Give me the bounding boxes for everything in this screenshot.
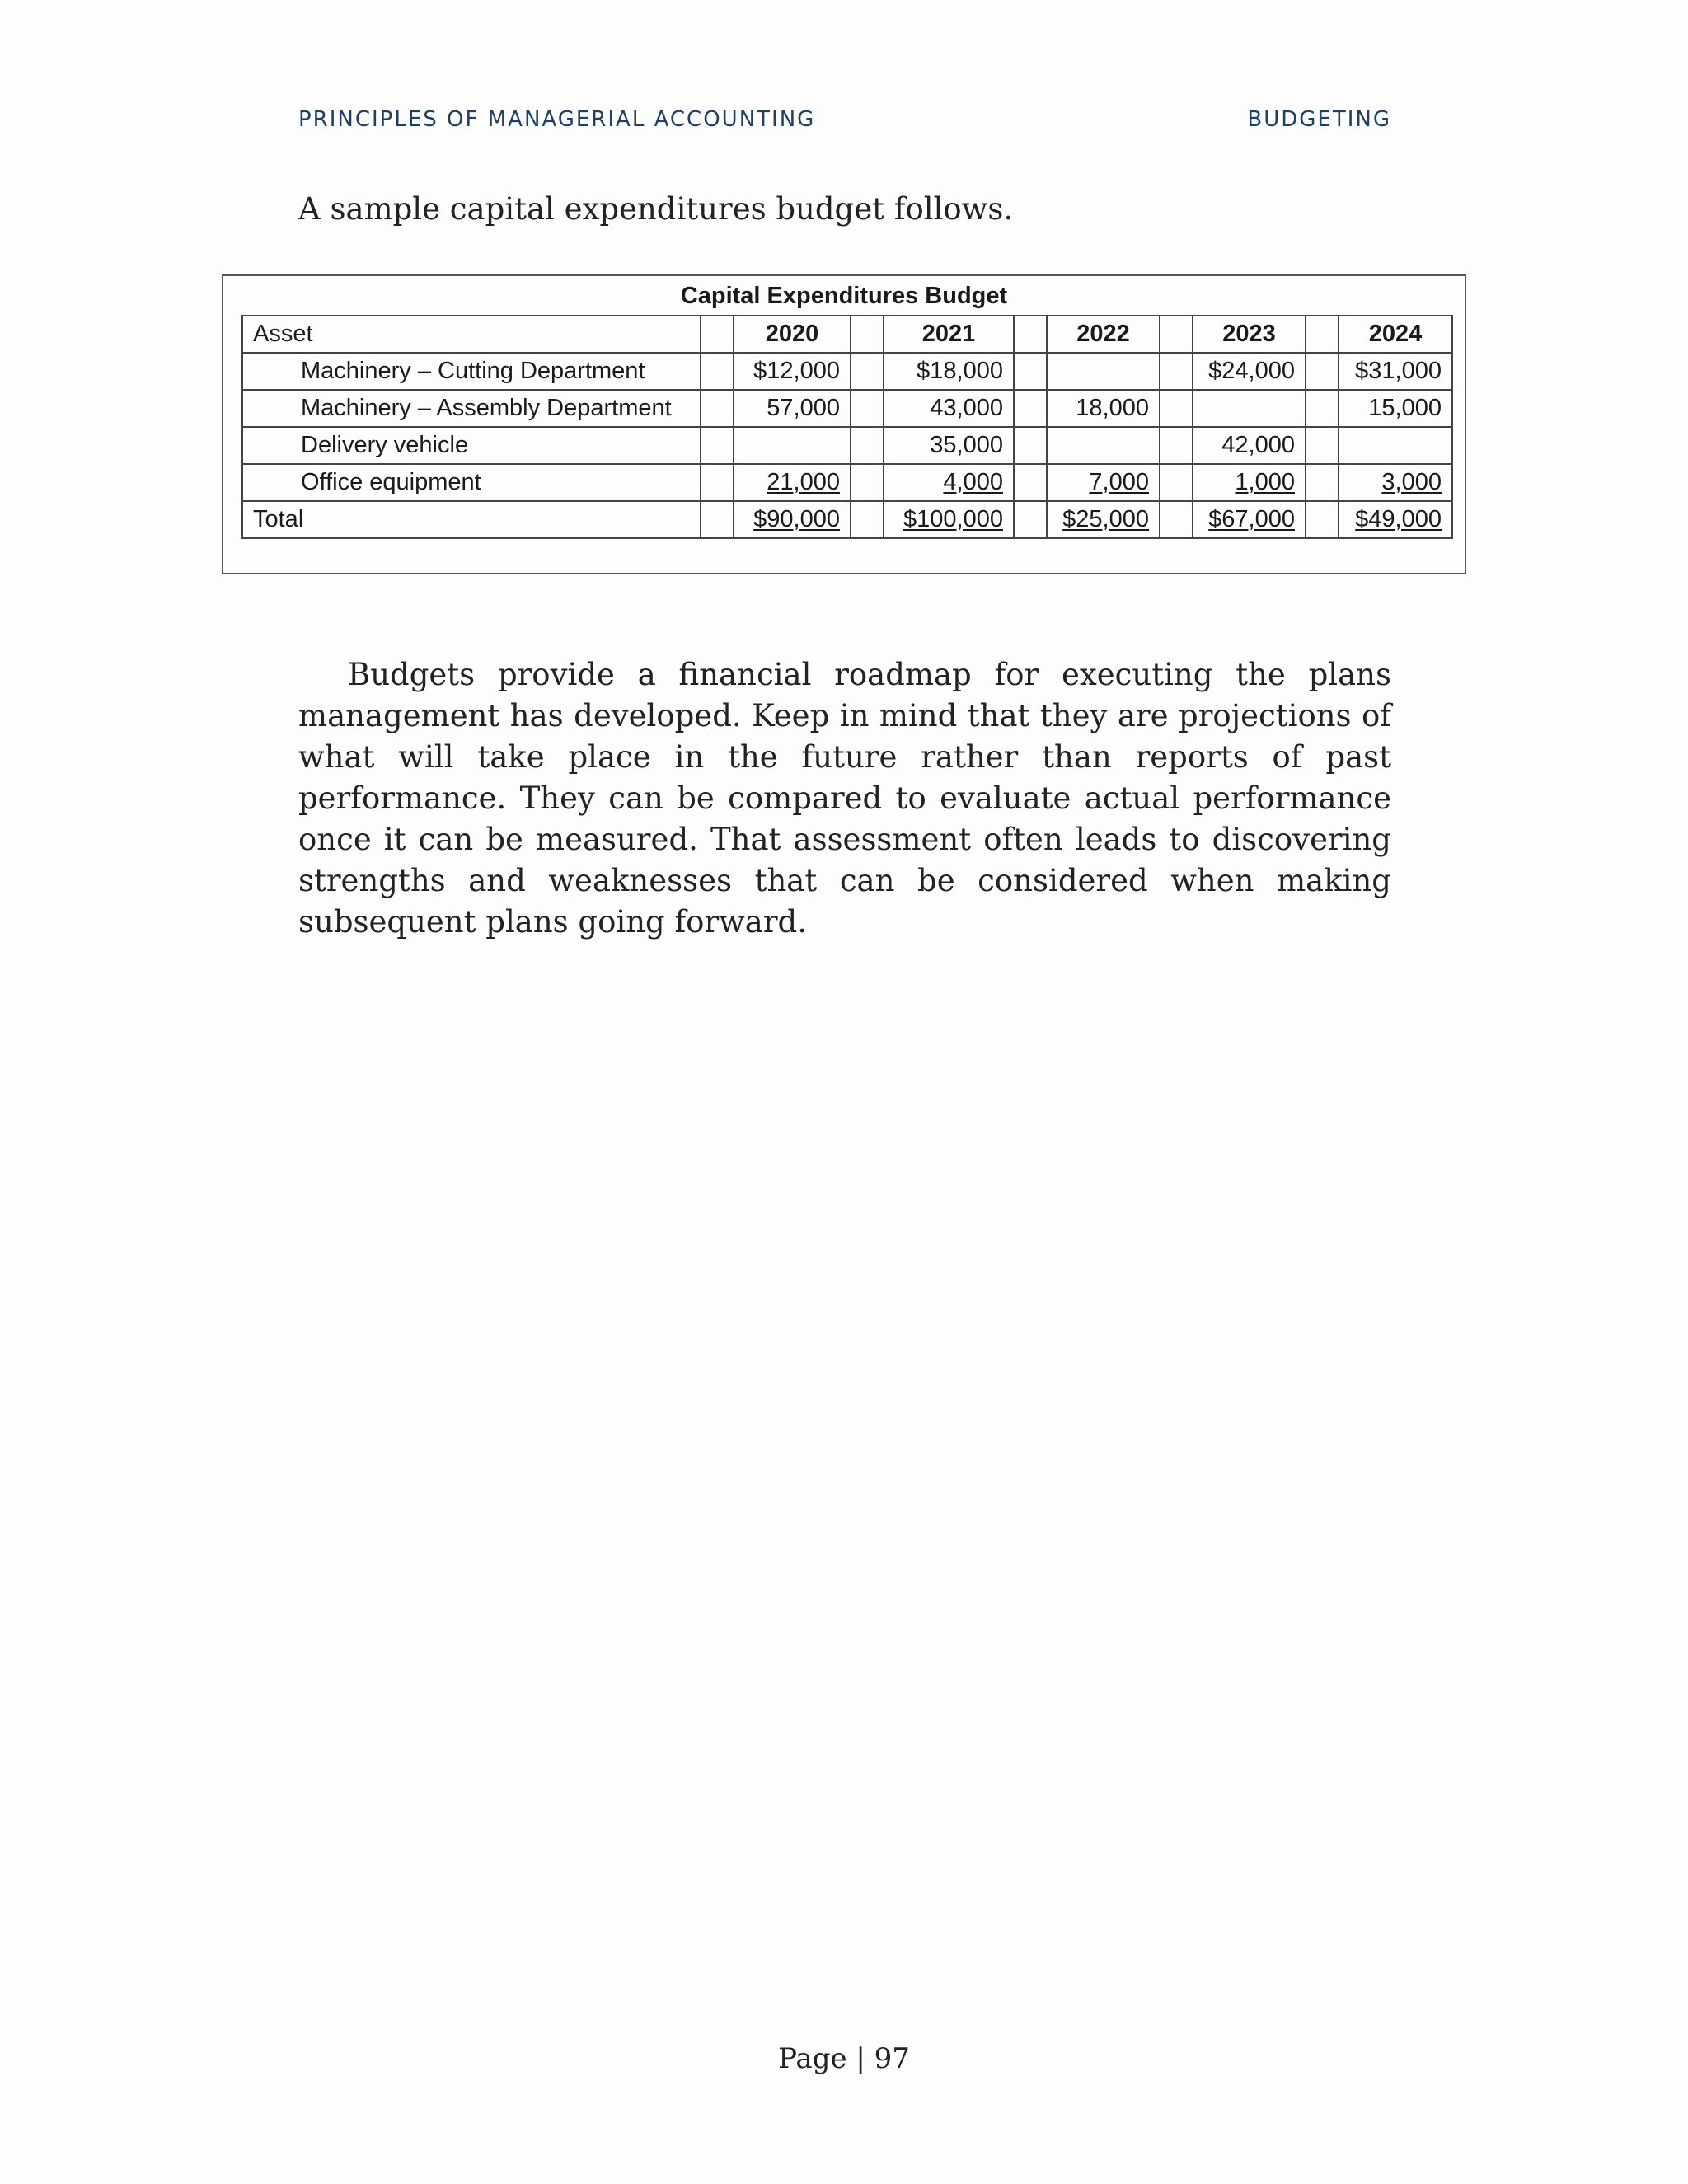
spacer-cell [1160, 427, 1193, 464]
table-header-row [242, 316, 1452, 353]
spacer-cell [701, 501, 734, 538]
book-title: PRINCIPLES OF MANAGERIAL ACCOUNTING [298, 107, 816, 132]
table-row [242, 464, 1452, 501]
total-cell [884, 501, 1014, 538]
underlined-total: $49,000 [1355, 506, 1442, 532]
page-number: Page | 97 [778, 2042, 910, 2075]
amount-cell: 15,000 [1339, 390, 1452, 427]
asset-label: Office equipment [242, 464, 701, 501]
asset-label: Machinery – Cutting Department [242, 353, 701, 390]
amount-cell: 42,000 [1193, 427, 1306, 464]
amount-cell: 43,000 [884, 390, 1014, 427]
underlined-total: $100,000 [903, 506, 1003, 532]
amount-cell: 35,000 [884, 427, 1014, 464]
spacer-cell [1014, 316, 1047, 353]
amount-cell [1047, 464, 1160, 501]
spacer-cell [1014, 390, 1047, 427]
table-row [242, 427, 1452, 464]
amount-cell [1339, 464, 1452, 501]
underlined-amount: 4,000 [943, 469, 1003, 495]
spacer-cell [701, 390, 734, 427]
underlined-amount: 1,000 [1235, 469, 1295, 495]
spacer-cell [701, 316, 734, 353]
running-header [298, 107, 1391, 134]
spacer-cell [1160, 316, 1193, 353]
spacer-cell [701, 427, 734, 464]
spacer-cell [701, 464, 734, 501]
amount-cell [1339, 427, 1452, 464]
total-cell [1193, 501, 1306, 538]
amount-cell: 18,000 [1047, 390, 1160, 427]
amount-cell [1047, 353, 1160, 390]
spacer-cell [1014, 464, 1047, 501]
underlined-amount: 21,000 [767, 469, 840, 495]
amount-cell [1047, 427, 1160, 464]
spacer-cell [1014, 501, 1047, 538]
total-cell [734, 501, 851, 538]
total-cell [1339, 501, 1452, 538]
amount-cell [1193, 464, 1306, 501]
amount-cell: $12,000 [734, 353, 851, 390]
spacer-cell [1306, 316, 1339, 353]
capital-expenditures-table-frame [222, 274, 1466, 574]
amount-cell: 57,000 [734, 390, 851, 427]
table-row [242, 353, 1452, 390]
spacer-cell [1306, 353, 1339, 390]
asset-column-header: Asset [242, 316, 701, 353]
capital-expenditures-table [241, 315, 1453, 539]
total-cell [1047, 501, 1160, 538]
amount-cell: $31,000 [1339, 353, 1452, 390]
intro-sentence: A sample capital expenditures budget follows. [298, 191, 1014, 227]
spacer-cell [1160, 501, 1193, 538]
table-title: Capital Expenditures Budget [680, 283, 1008, 309]
year-header: 2024 [1339, 316, 1452, 353]
amount-cell [884, 464, 1014, 501]
spacer-cell [1306, 464, 1339, 501]
spacer-cell [851, 427, 884, 464]
spacer-cell [1160, 464, 1193, 501]
year-header: 2023 [1193, 316, 1306, 353]
asset-label: Machinery – Assembly Department [242, 390, 701, 427]
underlined-total: $67,000 [1208, 506, 1295, 532]
spacer-cell [851, 316, 884, 353]
amount-cell: $18,000 [884, 353, 1014, 390]
underlined-total: $90,000 [753, 506, 840, 532]
table-total-row [242, 501, 1452, 538]
body-paragraph: Budgets provide a financial roadmap for executing the plans management has developed. Keep in mind that they are projections of what will take place in the future rather than reports of past performance. They can be compared to evaluate actual performance once it can be measured. That assessment often leads to discovering strengths and weaknesses that can be considered when making subsequent plans going forward. [298, 657, 1391, 940]
spacer-cell [1014, 353, 1047, 390]
asset-label: Delivery vehicle [242, 427, 701, 464]
amount-cell [1193, 390, 1306, 427]
amount-cell [734, 464, 851, 501]
year-header: 2022 [1047, 316, 1160, 353]
chapter-title: BUDGETING [1247, 107, 1391, 132]
spacer-cell [1160, 390, 1193, 427]
spacer-cell [1306, 427, 1339, 464]
year-header: 2020 [734, 316, 851, 353]
spacer-cell [701, 353, 734, 390]
amount-cell: $24,000 [1193, 353, 1306, 390]
spacer-cell [1014, 427, 1047, 464]
underlined-total: $25,000 [1062, 506, 1149, 532]
spacer-cell [851, 353, 884, 390]
table-row [242, 390, 1452, 427]
amount-cell [734, 427, 851, 464]
underlined-amount: 3,000 [1381, 469, 1442, 495]
spacer-cell [851, 390, 884, 427]
spacer-cell [1306, 390, 1339, 427]
total-label: Total [242, 501, 701, 538]
spacer-cell [1160, 353, 1193, 390]
spacer-cell [851, 501, 884, 538]
spacer-cell [1306, 501, 1339, 538]
spacer-cell [851, 464, 884, 501]
underlined-amount: 7,000 [1089, 469, 1149, 495]
year-header: 2021 [884, 316, 1014, 353]
